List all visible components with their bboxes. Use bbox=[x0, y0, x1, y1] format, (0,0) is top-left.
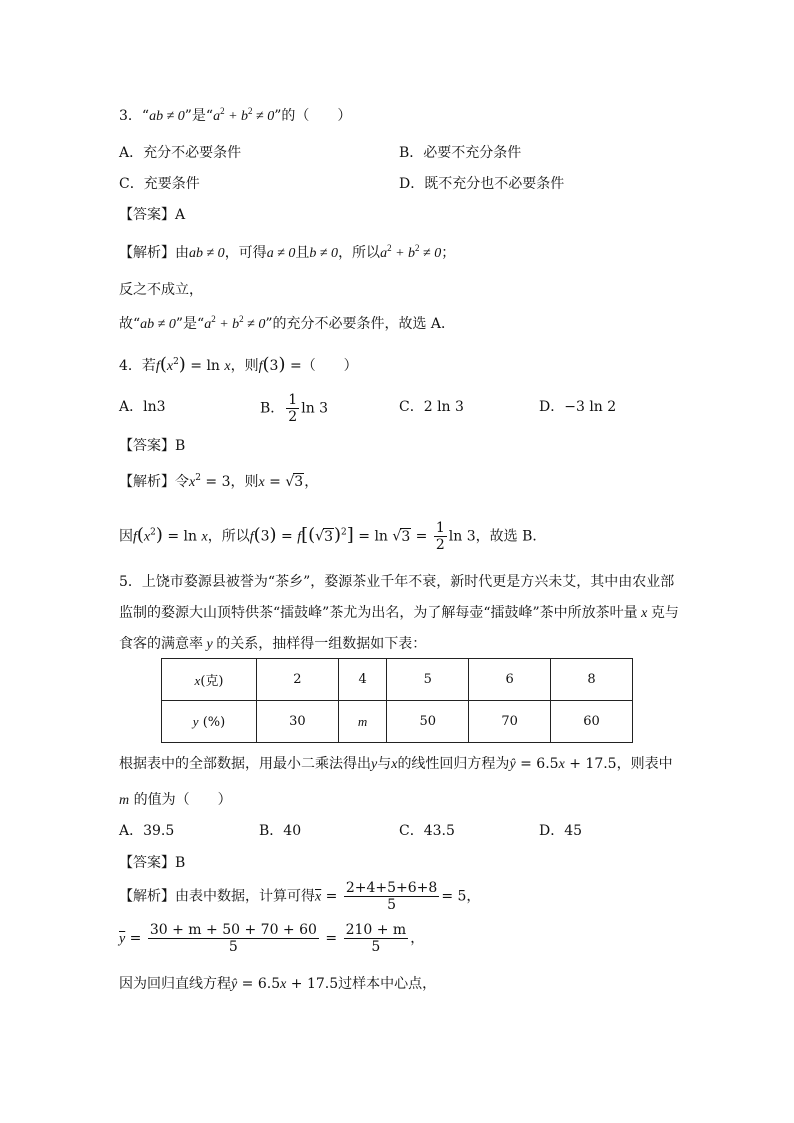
q5-data-table bbox=[161, 658, 633, 743]
table-cell: 2 bbox=[257, 659, 339, 701]
q3-option-c: C．充要条件 bbox=[119, 176, 200, 192]
q5-stem-line2: 监制的婺源大山顶特供茶“擂鼓峰”茶尤为出名，为了解每壶“擂鼓峰”茶中所放茶叶量 x 克与 bbox=[119, 605, 679, 621]
q5-analysis-line2: $\overline{y}$ = $\frac{30 + m + 50 + 70 + 60}{5}$ = $\frac{210 + m}{5}$ ， bbox=[119, 922, 425, 955]
q5-analysis-line3: 因为回归直线方程ŷ = 6.5x + 17.5过样本中心点， bbox=[119, 976, 437, 992]
q3-stem-suffix: ”的（ ） bbox=[274, 108, 352, 124]
table-header-x: x(克) bbox=[162, 659, 257, 701]
q3-condition-squares: $a^2 + b^2 \ne 0$ bbox=[213, 106, 275, 124]
q4-given-equation: f bbox=[155, 359, 160, 374]
q5-stem-line3: 食客的满意率 y 的关系，抽样得一组数据如下表： bbox=[119, 636, 427, 652]
q4-option-d: D．−3 ln 2 bbox=[539, 399, 617, 415]
table-header-y: y (%) bbox=[162, 701, 257, 743]
q3-condition-ab: ab ≠ 0 bbox=[149, 109, 185, 124]
q4-option-a: A．ln3 bbox=[119, 399, 166, 415]
table-cell: 30 bbox=[257, 701, 339, 743]
q4-answer: 【答案】B bbox=[119, 438, 186, 454]
table-cell: 6 bbox=[469, 659, 551, 701]
table-cell: 4 bbox=[338, 659, 386, 701]
q3-option-a: A．充分不必要条件 bbox=[119, 145, 242, 161]
q5-stem-line1: 5．上饶市婺源县被誉为“茶乡”，婺源茶业千年不衰，新时代更是方兴未艾，其中由农业部 bbox=[119, 574, 675, 590]
q3-option-b: B．必要不充分条件 bbox=[399, 145, 522, 161]
table-cell: 8 bbox=[551, 659, 633, 701]
table-cell: 50 bbox=[387, 701, 469, 743]
q3-analysis-line3: 故“ab ≠ 0”是“$a^2 + b^2 \ne 0$”的充分不必要条件，故选 A． bbox=[119, 314, 456, 332]
q5-stem-line5: m 的值为（ ） bbox=[119, 792, 232, 808]
q5-option-a: A．39.5 bbox=[119, 823, 175, 839]
q3-stem-prefix: 3．“ bbox=[119, 108, 150, 124]
q4-stem: 4．若$f(x^2) = \ln x$，则f(3) =（ ） bbox=[119, 354, 358, 375]
q4-analysis-line2: 因$f(x^2) = \ln x$，所以$f(3) = f[(√3)^2] = \ln √3$ = $\frac{1}{2}$ ln 3，故选 B． bbox=[119, 520, 547, 553]
q4-analysis-line1: 【解析】令$x^2 = 3$，则x = √3， bbox=[119, 473, 319, 490]
q3-analysis-line1: 【解析】由ab ≠ 0，可得a ≠ 0且b ≠ 0，所以$a^2 + b^2 \ne 0$； bbox=[119, 243, 456, 261]
q3-option-d: D．既不充分也不必要条件 bbox=[399, 176, 565, 192]
table-cell: 5 bbox=[387, 659, 469, 701]
q4-option-b: B． $\frac{1}{2}$ ln 3 bbox=[260, 392, 329, 425]
q3-answer: 【答案】A bbox=[119, 207, 186, 223]
table-row bbox=[162, 659, 633, 701]
table-cell: 60 bbox=[551, 701, 633, 743]
q5-stem-line4: 根据表中的全部数据，用最小二乘法得出y与x的线性回归方程为ŷ = 6.5x + 17.5，则表中 bbox=[119, 756, 673, 772]
q5-analysis-line1: 【解析】由表中数据，计算可得$\overline{x}$ = $\frac{2+4+5+6+8}{5}$ = 5， bbox=[119, 880, 481, 913]
table-cell: m bbox=[338, 701, 386, 743]
q5-option-d: D．45 bbox=[539, 823, 583, 839]
q3-stem bbox=[119, 106, 351, 127]
q5-option-b: B．40 bbox=[259, 823, 302, 839]
q3-stem-mid: ”是“ bbox=[184, 108, 214, 124]
q4-option-c: C．2 ln 3 bbox=[399, 399, 464, 415]
q5-answer: 【答案】B bbox=[119, 855, 186, 871]
table-cell: 70 bbox=[469, 701, 551, 743]
q3-analysis-line2: 反之不成立， bbox=[119, 282, 203, 298]
table-row bbox=[162, 701, 633, 743]
q5-option-c: C．43.5 bbox=[399, 823, 455, 839]
